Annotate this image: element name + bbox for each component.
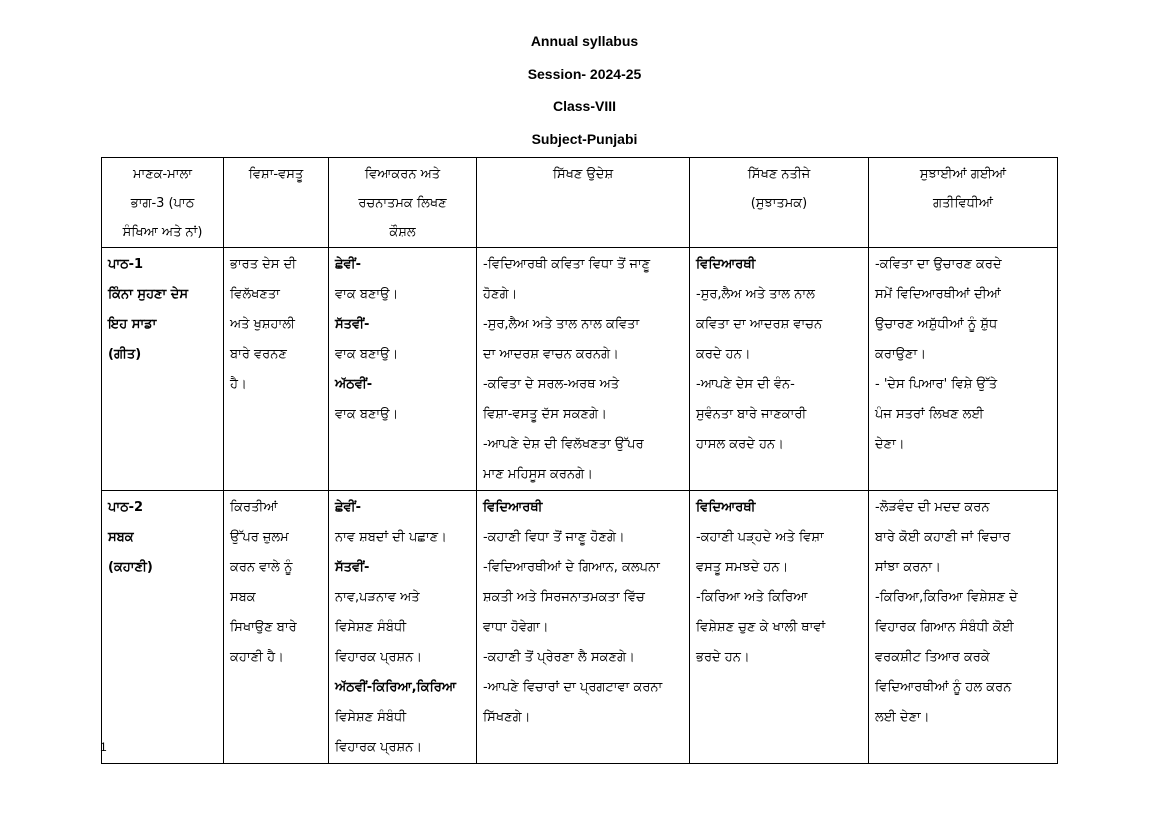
header-line: ਕੌਸ਼ਲ <box>389 225 416 240</box>
cell-line: -ਵਿਦਿਆਰਥੀ ਕਵਿਤਾ ਵਿਧਾ ਤੋਂ ਜਾਣੂ <box>483 257 651 272</box>
lesson-cell <box>102 491 224 764</box>
cell-line: ਕਰਦੇ ਹਨ। <box>696 347 751 362</box>
cell-line: -ਵਿਦਿਆਰਥੀਆਂ ਦੇ ਗਿਆਨ, ਕਲਪਨਾ <box>483 560 660 575</box>
cell-line: ਸਮੇਂ ਵਿਦਿਆਰਥੀਆਂ ਦੀਆਂ <box>875 287 1001 302</box>
cell-line: ਪੰਜ ਸਤਰਾਂ ਲਿਖਣ ਲਈ <box>875 407 984 422</box>
cell-line: ਵਰਕਸ਼ੀਟ ਤਿਆਰ ਕਰਕੇ <box>875 650 990 665</box>
subject-label: Subject-Punjabi <box>531 131 638 147</box>
cell-line: -ਲੋੜਵੰਦ ਦੀ ਮਦਦ ਕਰਨ <box>875 500 990 515</box>
grade-label: ਸੱਤਵੀਂ- <box>335 317 370 332</box>
cell-line: ਕਿਰਤੀਆਂ <box>230 500 278 515</box>
cell-line: ਸੁਵੰਨਤਾ ਬਾਰੇ ਜਾਣਕਾਰੀ <box>696 407 807 422</box>
outcomes-cell <box>690 491 869 764</box>
cell-line: ਨਾਵ,ਪੜਨਾਵ ਅਤੇ <box>335 590 420 605</box>
activities-cell <box>869 248 1058 491</box>
header-cell-grammar <box>329 158 477 248</box>
header-line: ਸੁਝਾਈਆਂ ਗਈਆਂ <box>919 167 1007 182</box>
grade-label: ਸੱਤਵੀਂ- <box>335 560 370 575</box>
grade-label: ਛੇਵੀਂ- <box>335 257 361 272</box>
cell-line: ਭਾਰਤ ਦੇਸ ਦੀ <box>230 257 297 272</box>
outcomes-cell <box>690 248 869 491</box>
cell-line: -ਕਹਾਣੀ ਤੋਂ ਪ੍ਰੇਰਣਾ ਲੈ ਸਕਣਗੇ। <box>483 650 635 665</box>
table-header-row <box>102 158 1058 248</box>
cell-line: -ਆਪਣੇ ਵਿਚਾਰਾਂ ਦਾ ਪ੍ਰਗਟਾਵਾ ਕਰਨਾ <box>483 680 663 695</box>
cell-line: ਮਾਣ ਮਹਿਸੂਸ ਕਰਨਗੇ। <box>483 467 593 482</box>
cell-line: -ਸੁਰ,ਲੈਅ ਅਤੇ ਤਾਲ ਨਾਲ <box>696 287 815 302</box>
cell-line: -ਕਿਰਿਆ,ਕਿਰਿਆ ਵਿਸ਼ੇਸ਼ਣ ਦੇ <box>875 590 1018 605</box>
header-line: ਵਿਆਕਰਨ ਅਤੇ <box>364 167 441 182</box>
header-line: ਗਤੀਵਿਧੀਆਂ <box>933 196 993 211</box>
header-line: ਵਿਸ਼ਾ-ਵਸਤੂ <box>248 167 304 182</box>
cell-line: ਹਾਸਲ ਕਰਦੇ ਹਨ। <box>696 437 784 452</box>
cell-line: ਕਰਾਉਣਾ। <box>875 347 926 362</box>
cell-line: -ਸੁਰ,ਲੈਅ ਅਤੇ ਤਾਲ ਨਾਲ ਕਵਿਤਾ <box>483 317 640 332</box>
cell-line: ਵਿਦਿਆਰਥੀ <box>483 500 543 515</box>
syllabus-table <box>101 157 1058 764</box>
cell-line: ਵਸਤੂ ਸਮਝਦੇ ਹਨ। <box>696 560 789 575</box>
cell-line: ਦੇਣਾ। <box>875 437 905 452</box>
session-label: Session- 2024-25 <box>527 66 642 82</box>
cell-line: ਵਿਲੱਖਣਤਾ <box>230 287 280 302</box>
cell-line: ਬਾਰੇ ਕੋਈ ਕਹਾਣੀ ਜਾਂ ਵਿਚਾਰ <box>875 530 1011 545</box>
cell-line: ਉਚਾਰਣ ਅਸ਼ੁੱਧੀਆਂ ਨੂੰ ਸ਼ੁੱਧ <box>875 317 998 332</box>
cell-line: -ਕਵਿਤਾ ਦਾ ਉਚਾਰਣ ਕਰਦੇ <box>875 257 1002 272</box>
cell-line: ਵਿਸੇਸ਼ਣ ਸੰਬੰਧੀ <box>335 620 407 635</box>
subject-matter-cell <box>224 248 329 491</box>
cell-line: ਭਰਦੇ ਹਨ। <box>696 650 750 665</box>
cell-line: ਹੈ। <box>230 377 247 392</box>
table-row <box>102 248 1058 491</box>
header-line: ਰਚਨਾਤਮਕ ਲਿਖਣ <box>358 196 447 211</box>
lesson-number: ਪਾਠ-2 <box>108 500 144 515</box>
header-line: (ਸੁਝਾਤਮਕ) <box>750 196 808 211</box>
header-line: ਸਿੱਖਣ ਨਤੀਜੇ <box>747 167 811 182</box>
cell-line: ਵਾਕ ਬਣਾਉ। <box>335 287 399 302</box>
cell-line: ਵਿਦਿਆਰਥੀਆਂ ਨੂੰ ਹਲ ਕਰਨ <box>875 680 1012 695</box>
header-cell-subject-matter <box>224 158 329 248</box>
lesson-title: ਸਬਕ <box>108 530 134 545</box>
header-line: ਸਿੱਖਣ ਉਦੇਸ਼ <box>552 167 614 182</box>
cell-line: -ਕਹਾਣੀ ਵਿਧਾ ਤੋਂ ਜਾਣੂ ਹੋਣਗੇ। <box>483 530 625 545</box>
cell-line: ਵਾਕ ਬਣਾਉ। <box>335 407 399 422</box>
cell-line: -ਕਹਾਣੀ ਪੜ੍ਹਦੇ ਅਤੇ ਵਿਸ਼ਾ <box>696 530 824 545</box>
cell-line: ਸਿਖਾਉਣ ਬਾਰੇ <box>230 620 297 635</box>
header-line: ਸੰਖਿਆ ਅਤੇ ਨਾਂ) <box>122 225 203 240</box>
cell-line: ਲਈ ਦੇਣਾ। <box>875 710 930 725</box>
cell-line: ਵਿਸੇਸ਼ਣ ਸੰਬੰਧੀ <box>335 710 407 725</box>
header-cell-outcomes <box>690 158 869 248</box>
lesson-genre: (ਗੀਤ) <box>108 347 142 362</box>
cell-line: ਵਾਧਾ ਹੋਵੇਗਾ। <box>483 620 549 635</box>
activities-cell <box>869 491 1058 764</box>
lesson-title: ਕਿੰਨਾ ਸੁਹਣਾ ਦੇਸ <box>108 287 189 302</box>
cell-line: ਕਰਨ ਵਾਲੇ ਨੂੰ <box>230 560 293 575</box>
cell-line: ਵਿਸ਼ੇਸ਼ਣ ਚੁਣ ਕੇ ਖਾਲੀ ਥਾਵਾਂ <box>696 620 826 635</box>
cell-line: ਕਵਿਤਾ ਦਾ ਆਦਰਸ਼ ਵਾਚਨ <box>696 317 823 332</box>
header-line: ਮਾਣਕ-ਮਾਲਾ <box>132 167 193 182</box>
header-cell-activities <box>869 158 1058 248</box>
cell-line: ਸਾਂਝਾ ਕਰਨਾ। <box>875 560 941 575</box>
objectives-cell <box>477 491 690 764</box>
cell-line: ਉੱਪਰ ਜ਼ੁਲਮ <box>230 530 289 545</box>
cell-line: ਦਾ ਆਦਰਸ਼ ਵਾਚਨ ਕਰਨਗੇ। <box>483 347 619 362</box>
cell-line: ਹੋਣਗੇ। <box>483 287 518 302</box>
objectives-cell <box>477 248 690 491</box>
cell-line: - 'ਦੇਸ ਪਿਆਰ' ਵਿਸ਼ੇ ਉੱਤੇ <box>875 377 998 392</box>
cell-line: ਵਿਹਾਰਕ ਗਿਆਨ ਸੰਬੰਧੀ ਕੋਈ <box>875 620 1014 635</box>
table-row <box>102 491 1058 764</box>
grade-label: ਛੇਵੀਂ- <box>335 500 361 515</box>
header-cell-lesson <box>102 158 224 248</box>
cell-line: -ਕਵਿਤਾ ਦੇ ਸਰਲ-ਅਰਥ ਅਤੇ <box>483 377 620 392</box>
cell-line: ਵਿਸ਼ਾ-ਵਸਤੂ ਦੱਸ ਸਕਣਗੇ। <box>483 407 607 422</box>
cell-line: ਵਿਹਾਰਕ ਪ੍ਰਸ਼ਨ। <box>335 740 423 755</box>
cell-line: ਸਿੱਖਣਗੇ। <box>483 710 531 725</box>
cell-line: ਵਾਕ ਬਣਾਉ। <box>335 347 399 362</box>
cell-line: ਅਤੇ ਖੁਸ਼ਹਾਲੀ <box>230 317 295 332</box>
cell-line: ਵਿਦਿਆਰਥੀ <box>696 500 756 515</box>
cell-line: ਵਿਹਾਰਕ ਪ੍ਰਸ਼ਨ। <box>335 650 423 665</box>
cell-line: -ਆਪਣੇ ਦੇਸ਼ ਦੀ ਵਿਲੱਖਣਤਾ ਉੱਪਰ <box>483 437 644 452</box>
grammar-cell <box>329 491 477 764</box>
cell-line: ਬਾਰੇ ਵਰਨਣ <box>230 347 287 362</box>
lesson-title: ਇਹ ਸਾਡਾ <box>108 317 157 332</box>
subject-matter-cell <box>224 491 329 764</box>
cell-line: ਨਾਵ ਸ਼ਬਦਾਂ ਦੀ ਪਛਾਣ। <box>335 530 447 545</box>
page-number: 1 <box>100 740 107 754</box>
document-title: Annual syllabus <box>530 33 639 49</box>
header-cell-objectives <box>477 158 690 248</box>
cell-line: -ਆਪਣੇ ਦੇਸ ਦੀ ਵੰਨ- <box>696 377 795 392</box>
lesson-cell <box>102 248 224 491</box>
grade-label: ਅੱਠਵੀਂ- <box>335 377 373 392</box>
cell-line: ਵਿਦਿਆਰਥੀ <box>696 257 756 272</box>
cell-line: ਸ਼ਕਤੀ ਅਤੇ ਸਿਰਜਨਾਤਮਕਤਾ ਵਿੱਚ <box>483 590 645 605</box>
cell-line: -ਕਿਰਿਆ ਅਤੇ ਕਿਰਿਆ <box>696 590 808 605</box>
lesson-number: ਪਾਠ-1 <box>108 257 144 272</box>
grade-label: ਅੱਠਵੀਂ-ਕਿਰਿਆ,ਕਿਰਿਆ <box>335 680 456 695</box>
class-label: Class-VIII <box>552 98 617 114</box>
cell-line: ਕਹਾਣੀ ਹੈ। <box>230 650 284 665</box>
lesson-genre: (ਕਹਾਣੀ) <box>108 560 153 575</box>
header-line: ਭਾਗ-3 (ਪਾਠ <box>130 196 195 211</box>
grammar-cell <box>329 248 477 491</box>
cell-line: ਸਬਕ <box>230 590 256 605</box>
